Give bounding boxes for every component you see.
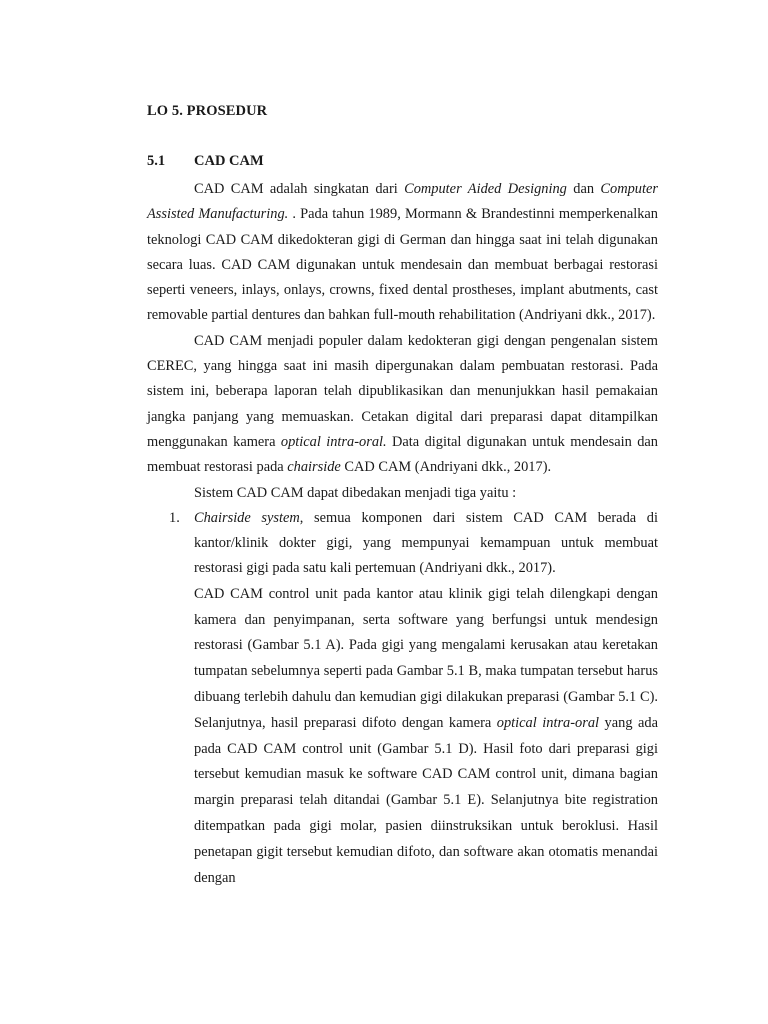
italic-term: Computer Assisted Manufacturing. bbox=[147, 181, 658, 223]
italic-term: optical intra-oral. bbox=[280, 433, 387, 450]
chapter-heading: LO 5. PROSEDUR bbox=[147, 103, 268, 119]
italic-term: chairside bbox=[287, 459, 341, 476]
italic-term: Computer Aided Designing bbox=[404, 181, 567, 197]
paragraph-2 bbox=[147, 329, 658, 481]
list-item-continuation bbox=[147, 582, 658, 892]
text-run: CAD CAM menjadi populer dalam kedokteran gigi dengan pengenalan sistem CEREC, yang hingga saat ini masih dipergunakan dalam pembuatan restorasi. Pada sistem ini, beberapa laporan telah dipublikasikan dan menunjukkan hasil pemakaian jangka panjang yang memuaskan. Cetakan digital dari preparasi dapat ditampilkan menggunakan kamera bbox=[147, 332, 658, 450]
text-run: CAD CAM control unit pada kantor atau klinik gigi telah dilengkapi dengan kamera dan penyimpanan, serta software yang berfungsi untuk mendesign restorasi (Gambar 5.1 A). Pada gigi yang mengalami kerusakan atau keretakan tumpatan sebelumnya seperti pada Gambar 5.1 B, maka tumpatan tersebut harus dibuang terlebih dahulu dan kemudian gigi dilakukan preparasi (Gambar 5.1 C). Selanjutnya, hasil preparasi difoto dengan kamera bbox=[194, 585, 658, 731]
section-number: 5.1 bbox=[147, 153, 166, 169]
body-text bbox=[147, 177, 658, 891]
text-run: yang ada pada CAD CAM control unit (Gambar 5.1 D). Hasil foto dari preparasi gigi tersebut kemudian masuk ke software CAD CAM control unit, dimana bagian margin preparasi telah ditandai (Gambar 5.1 E). Selanjutnya bite registration ditempatkan pada gigi molar, pasien diinstruksikan untuk beroklusi. Hasil penetapan gigit tersebut kemudian difoto, dan software akan otomatis menandai dengan bbox=[194, 714, 658, 886]
section-heading bbox=[147, 153, 264, 170]
text-run: dan bbox=[566, 181, 601, 197]
section-title: CAD CAM bbox=[194, 153, 264, 169]
text-run: , semua komponen dari sistem CAD CAM berada di kantor/klinik dokter gigi, yang mempunyai kemampuan untuk membuat restorasi gigi pada satu kali pertemuan (Andriyani dkk., 2017). bbox=[194, 509, 658, 577]
paragraph-1 bbox=[147, 177, 658, 329]
paragraph-3: Sistem CAD CAM dapat dibedakan menjadi tiga yaitu : bbox=[194, 484, 517, 501]
text-run: . Pada tahun 1989, Mormann & Brandestinni memperkenalkan teknologi CAD CAM dikedokteran gigi di German dan hingga saat ini telah digunakan secara luas. CAD CAM digunakan untuk mendesain dan membuat berbagai restorasi seperti veneers, inlays, onlays, crowns, fixed dental prostheses, implant abutments, cast removable partial dentures dan bahkan full-mouth rehabilitation (Andriyani dkk., 2017). bbox=[147, 206, 658, 324]
list-item bbox=[147, 506, 658, 582]
text-run: CAD CAM (Andriyani dkk., 2017). bbox=[340, 459, 552, 476]
text-run: Data digital digunakan untuk mendesain dan membuat restorasi pada bbox=[147, 433, 658, 476]
numbered-list bbox=[147, 506, 658, 582]
text-run: CAD CAM adalah singkatan dari bbox=[194, 181, 405, 197]
italic-term: Chairside system bbox=[194, 509, 300, 526]
italic-term: optical intra-oral bbox=[496, 714, 600, 731]
list-marker: 1. bbox=[169, 509, 180, 526]
